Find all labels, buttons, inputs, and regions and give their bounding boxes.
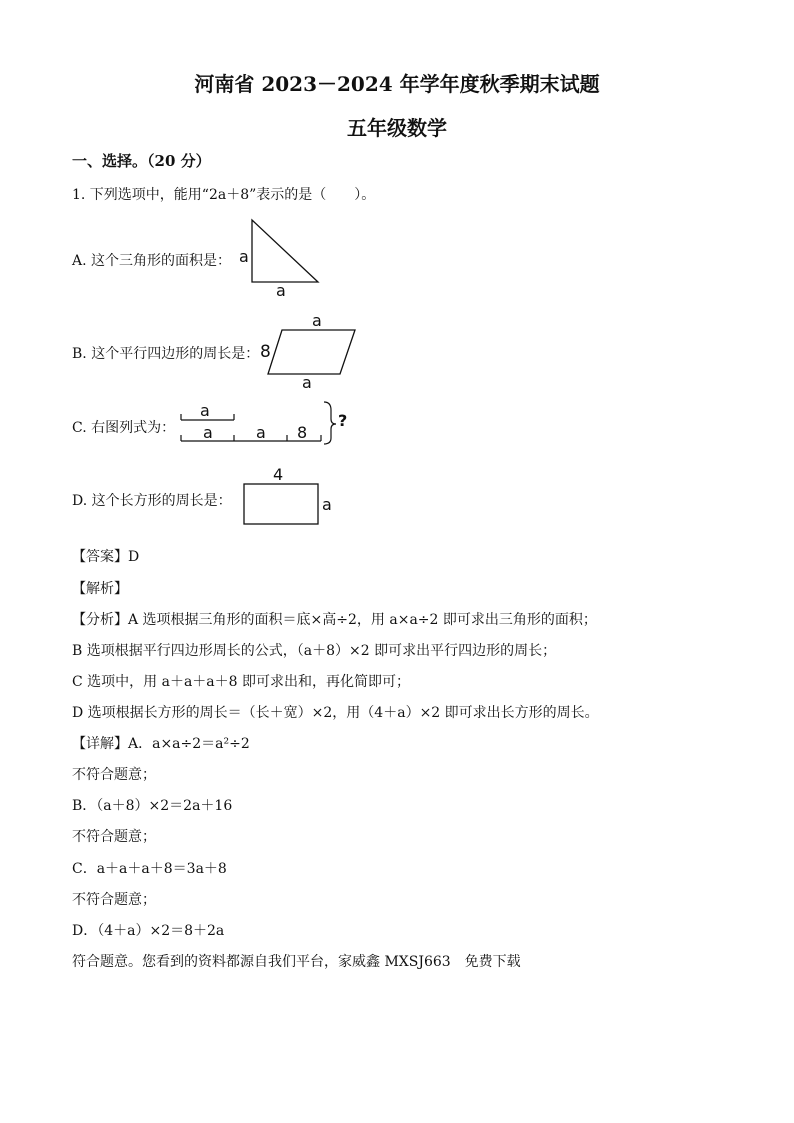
section-heading: 一、选择。（20 分） (72, 152, 211, 170)
analysis-line: C 选项中，用 a＋a＋a＋8 即可求出和，再化简即可； (72, 674, 411, 690)
parallelogram-bottom-label: a (302, 373, 312, 392)
analysis-heading: 【解析】 (72, 581, 128, 597)
option-a-label: A. 这个三角形的面积是： (72, 253, 232, 269)
answer-line: 【答案】D (72, 549, 140, 565)
brace-icon (324, 402, 336, 444)
rectangle-shape (244, 484, 318, 524)
analysis-line: 【分析】A 选项根据三角形的面积＝底×高÷2，用 a×a÷2 即可求出三角形的面积； (72, 612, 597, 628)
analysis-line: B 选项根据平行四边形周长的公式，（a＋8）×2 即可求出平行四边形的周长； (72, 643, 557, 659)
triangle-base-label: a (276, 281, 286, 300)
triangle-figure (230, 214, 330, 300)
detail-line: 符合题意。您看到的资料都源自我们平台，家威鑫 MXSJ663 免费下载 (72, 954, 521, 970)
rectangle-width-label: 4 (273, 465, 284, 484)
detail-line: D．（4＋a）×2＝8＋2a (72, 923, 225, 939)
analysis-line: D 选项根据长方形的周长＝（长＋宽）×2，用（4＋a）×2 即可求出长方形的周长。 (72, 705, 599, 721)
detail-line: B．（a＋8）×2＝2a＋16 (72, 798, 233, 814)
parallelogram-figure (254, 308, 364, 392)
option-d-label: D. 这个长方形的周长是： (72, 493, 232, 509)
detail-line: 不符合题意； (72, 829, 156, 845)
rectangle-figure (234, 462, 344, 528)
parallelogram-shape (268, 330, 355, 374)
detail-line: C．a＋a＋a＋8＝3a＋8 (72, 861, 227, 877)
question-mark: ? (338, 411, 348, 430)
option-b-label: B. 这个平行四边形的周长是： (72, 346, 260, 362)
option-c-label: C. 右图列式为： (72, 420, 176, 436)
question-stem: 1. 下列选项中，能用“2a＋8”表示的是（ ）。 (72, 187, 376, 203)
rectangle-height-label: a (322, 495, 332, 514)
detail-line: 不符合题意； (72, 767, 156, 783)
segment-diagram (174, 396, 354, 450)
document-subtitle: 五年级数学 (347, 116, 447, 140)
top-segment-label: a (200, 401, 210, 420)
detail-line: 【详解】A．a×a÷2＝a²÷2 (72, 736, 250, 752)
triangle-height-label: a (239, 247, 249, 266)
bottom-segment-label-1: a (203, 423, 213, 442)
triangle-shape (252, 220, 318, 282)
bottom-segment-label-3: 8 (297, 423, 308, 442)
parallelogram-top-label: a (312, 311, 322, 330)
detail-line: 不符合题意； (72, 892, 156, 908)
bottom-segment-label-2: a (256, 423, 266, 442)
parallelogram-side-label: 8 (260, 342, 271, 362)
document-title: 河南省 2023－2024 年学年度秋季期末试题 (194, 72, 600, 96)
